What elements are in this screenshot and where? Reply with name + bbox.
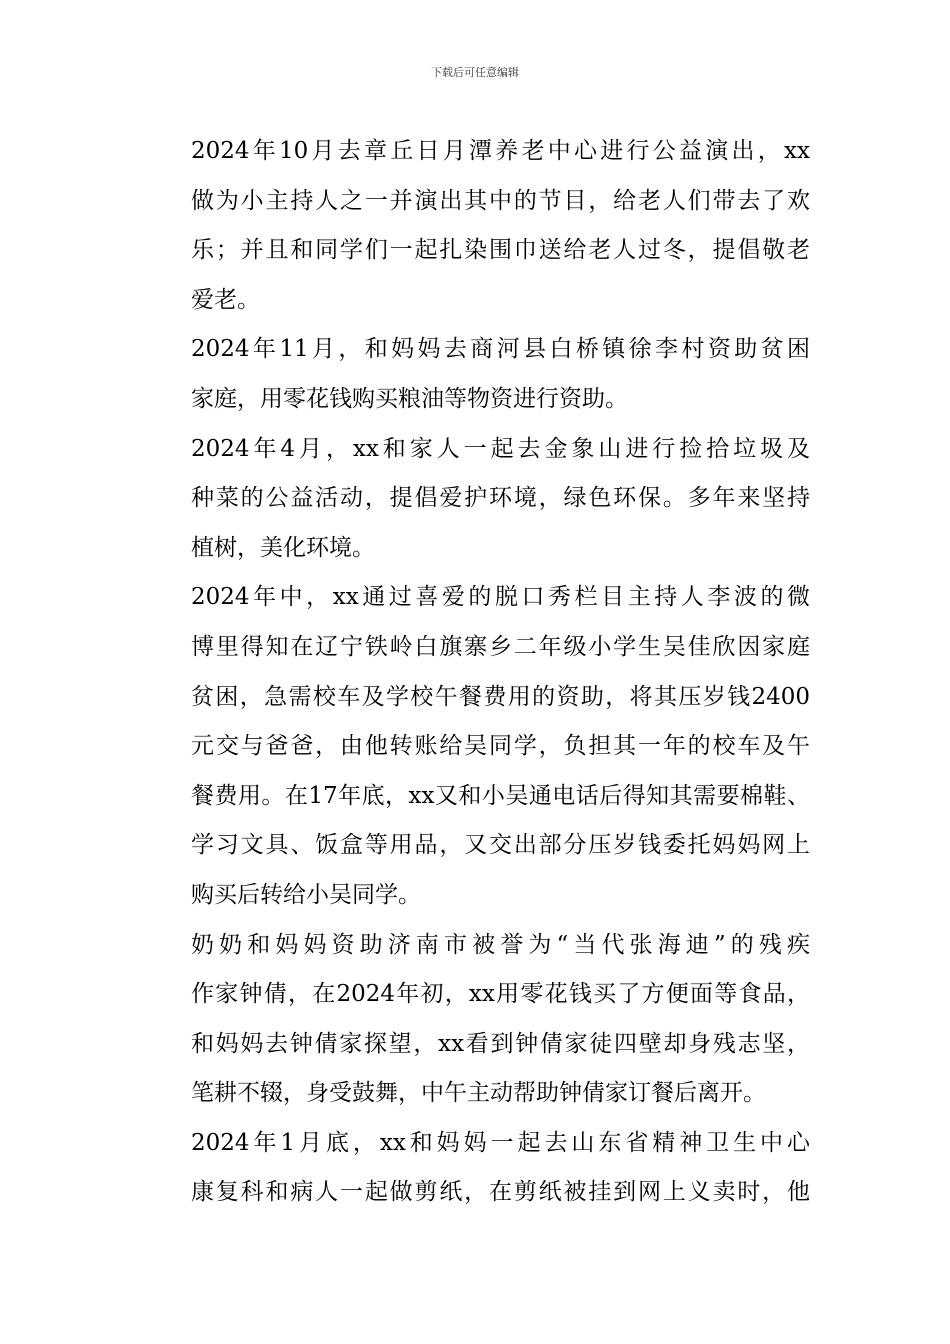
text-line: 植树，美化环境。 xyxy=(191,534,375,561)
text-line: 作家钟倩，在2024年初，xx用零花钱买了方便面等食品， xyxy=(191,981,810,1008)
paragraph-student-sponsorship xyxy=(145,573,810,920)
text-line: 乐；并且和同学们一起扎染围巾送给老人过冬，提倡敬老 xyxy=(191,237,810,264)
text-line: 2024年4月，xx和家人一起去金象山进行捡拾垃圾及 xyxy=(191,435,810,462)
text-line: 博里得知在辽宁铁岭白旗寨乡二年级小学生吴佳欣因家庭 xyxy=(191,633,810,660)
text-line: 爱老。 xyxy=(191,286,260,313)
text-line: 2024年1月底，xx和妈妈一起去山东省精神卫生中心 xyxy=(191,1129,810,1156)
page-header-note: 下载后可任意编辑 xyxy=(431,66,519,79)
text-line: 餐费用。在17年底，xx又和小吴通电话后得知其需要棉鞋、 xyxy=(191,782,810,809)
text-line: 做为小主持人之一并演出其中的节目，给老人们带去了欢 xyxy=(191,187,810,214)
text-line: 2024年中，xx通过喜爱的脱口秀栏目主持人李波的微 xyxy=(191,584,810,611)
text-line: 2024年11月，和妈妈去商河县白桥镇徐李村资助贫困 xyxy=(191,336,810,363)
text-line: 学习文具、饭盒等用品，又交出部分压岁钱委托妈妈网上 xyxy=(191,832,810,859)
paragraph-writer-visit xyxy=(145,921,810,1119)
paragraph-environment xyxy=(145,425,810,574)
text-line: 奶奶和妈妈资助济南市被誉为“当代张海迪”的残疾 xyxy=(191,931,810,958)
paragraph-paper-cutting xyxy=(145,1119,810,1218)
text-line: 元交与爸爸，由他转账给吴同学，负担其一年的校车及午 xyxy=(191,733,810,760)
text-line: 笔耕不辍，身受鼓舞，中午主动帮助钟倩家订餐后离开。 xyxy=(191,1080,766,1107)
text-line: 种菜的公益活动，提倡爱护环境，绿色环保。多年来坚持 xyxy=(191,485,810,512)
document-body xyxy=(145,127,810,1218)
text-line: 贫困，急需校车及学校午餐费用的资助，将其压岁钱2400 xyxy=(191,683,810,710)
paragraph-nursing-home-performance xyxy=(145,127,810,325)
text-line: 康复科和病人一起做剪纸，在剪纸被挂到网上义卖时，他 xyxy=(191,1179,810,1206)
text-line: 2024年10月去章丘日月潭养老中心进行公益演出，xx xyxy=(191,138,810,164)
text-line: 家庭，用零花钱购买粮油等物资进行资助。 xyxy=(191,385,628,412)
text-line: 和妈妈去钟倩家探望，xx看到钟倩家徒四壁却身残志坚， xyxy=(191,1030,810,1057)
text-line: 购买后转给小吴同学。 xyxy=(191,881,421,908)
paragraph-poverty-aid xyxy=(145,325,810,424)
